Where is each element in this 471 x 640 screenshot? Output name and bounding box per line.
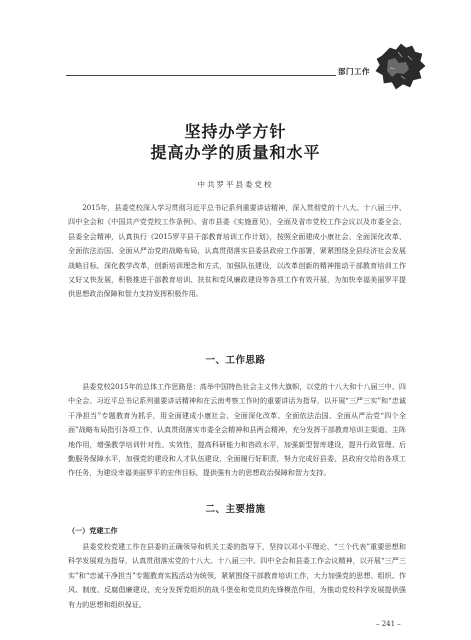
county-map-icon <box>368 38 428 94</box>
page-number: – 241 – <box>376 620 401 628</box>
section-1-paragraph: 县委党校2015年的总体工作思路是：高举中国特色社会主义伟大旗帜，以党的十八大和十八届三中、四中全会、习近平总书记系列重要讲话精神和在云南考察工作时的重要讲话为指导，以开展“三严三实”和“忠诚干净担当”专题教育为抓手，用全面建成小康社会、全面深化改革、全面依法治国、全面从严治党“四个全面”战略布局指引各项工作，认真贯彻落实市委全会精神和县两会精神，充分发挥干部教育培训主渠道、主阵地作用，增强教学培训针对性、实效性，提高科研能力和咨政水平，加强新型智库建设，提升行政管理、后勤服务保障水平，加强党的建设和人才队伍建设，全面履行好职责，努力完成好县委、县政府交给的各项工作任务，为建设幸福美丽罗平的宏伟目标，提供强有力的思想政治保障和智力支持。 <box>68 382 406 478</box>
article-title-line-2: 提高办学的质量和水平 <box>150 143 321 162</box>
section-2-heading: 二、主要措施 <box>205 504 266 515</box>
section-label: 部门工作 <box>338 67 370 76</box>
section-2-subheading: （一）党建工作 <box>68 526 118 535</box>
section-1-heading: 一、工作思路 <box>205 355 266 366</box>
article-author: 中共罗平县委党校 <box>197 180 274 189</box>
section-2-paragraph: 县委党校党建工作在县委的正确领导和机关工委的指导下，坚持以邓小平理论、“三个代表”重要思想和科学发展观为指导，认真贯彻落实党的十八大、十八届三中、四中全会和县委工作会议精神，以开展“三严三实”和“忠诚干净担当”专题教育实践活动为统领，紧紧围绕干部教育培训工作，大力加强党的思想、组织、作风、制度、反腐倡廉建设，充分发挥党组织的战斗堡垒和党员的先锋模范作用，为推动党校科学发展提供强有力的思想和组织保证。 <box>68 542 406 609</box>
intro-paragraph: 2015年，县委党校深入学习贯彻习近平总书记系列重要讲话精神，深入贯彻党的十八大、十八届三中、四中全会和《中国共产党党校工作条例》、省市县委《实施意见》，全面及省市党校工作会议以及市委全会、县委全会精神，认真执行《2015罗平县干部教育培训工作计划》，按照全面建成小康社会、全面深化改革、全面依法治国、全面从严治党的战略布局，认真贯彻落实县委县政府工作部署，紧紧围绕全县经济社会发展战略目标，深化教学改革，创新培训理念和方式，加强队伍建设，以改革创新的精神推动干部教育培训工作又好又快发展，积极推进干部教育培训、扶贫和党风廉政建设等各项工作有效开展，为加快幸福美丽罗平提供思想政治保障和智力支持发挥积极作用。 <box>68 203 406 299</box>
article-title-line-1: 坚持办学方针 <box>184 122 287 141</box>
header-rule <box>66 75 336 76</box>
